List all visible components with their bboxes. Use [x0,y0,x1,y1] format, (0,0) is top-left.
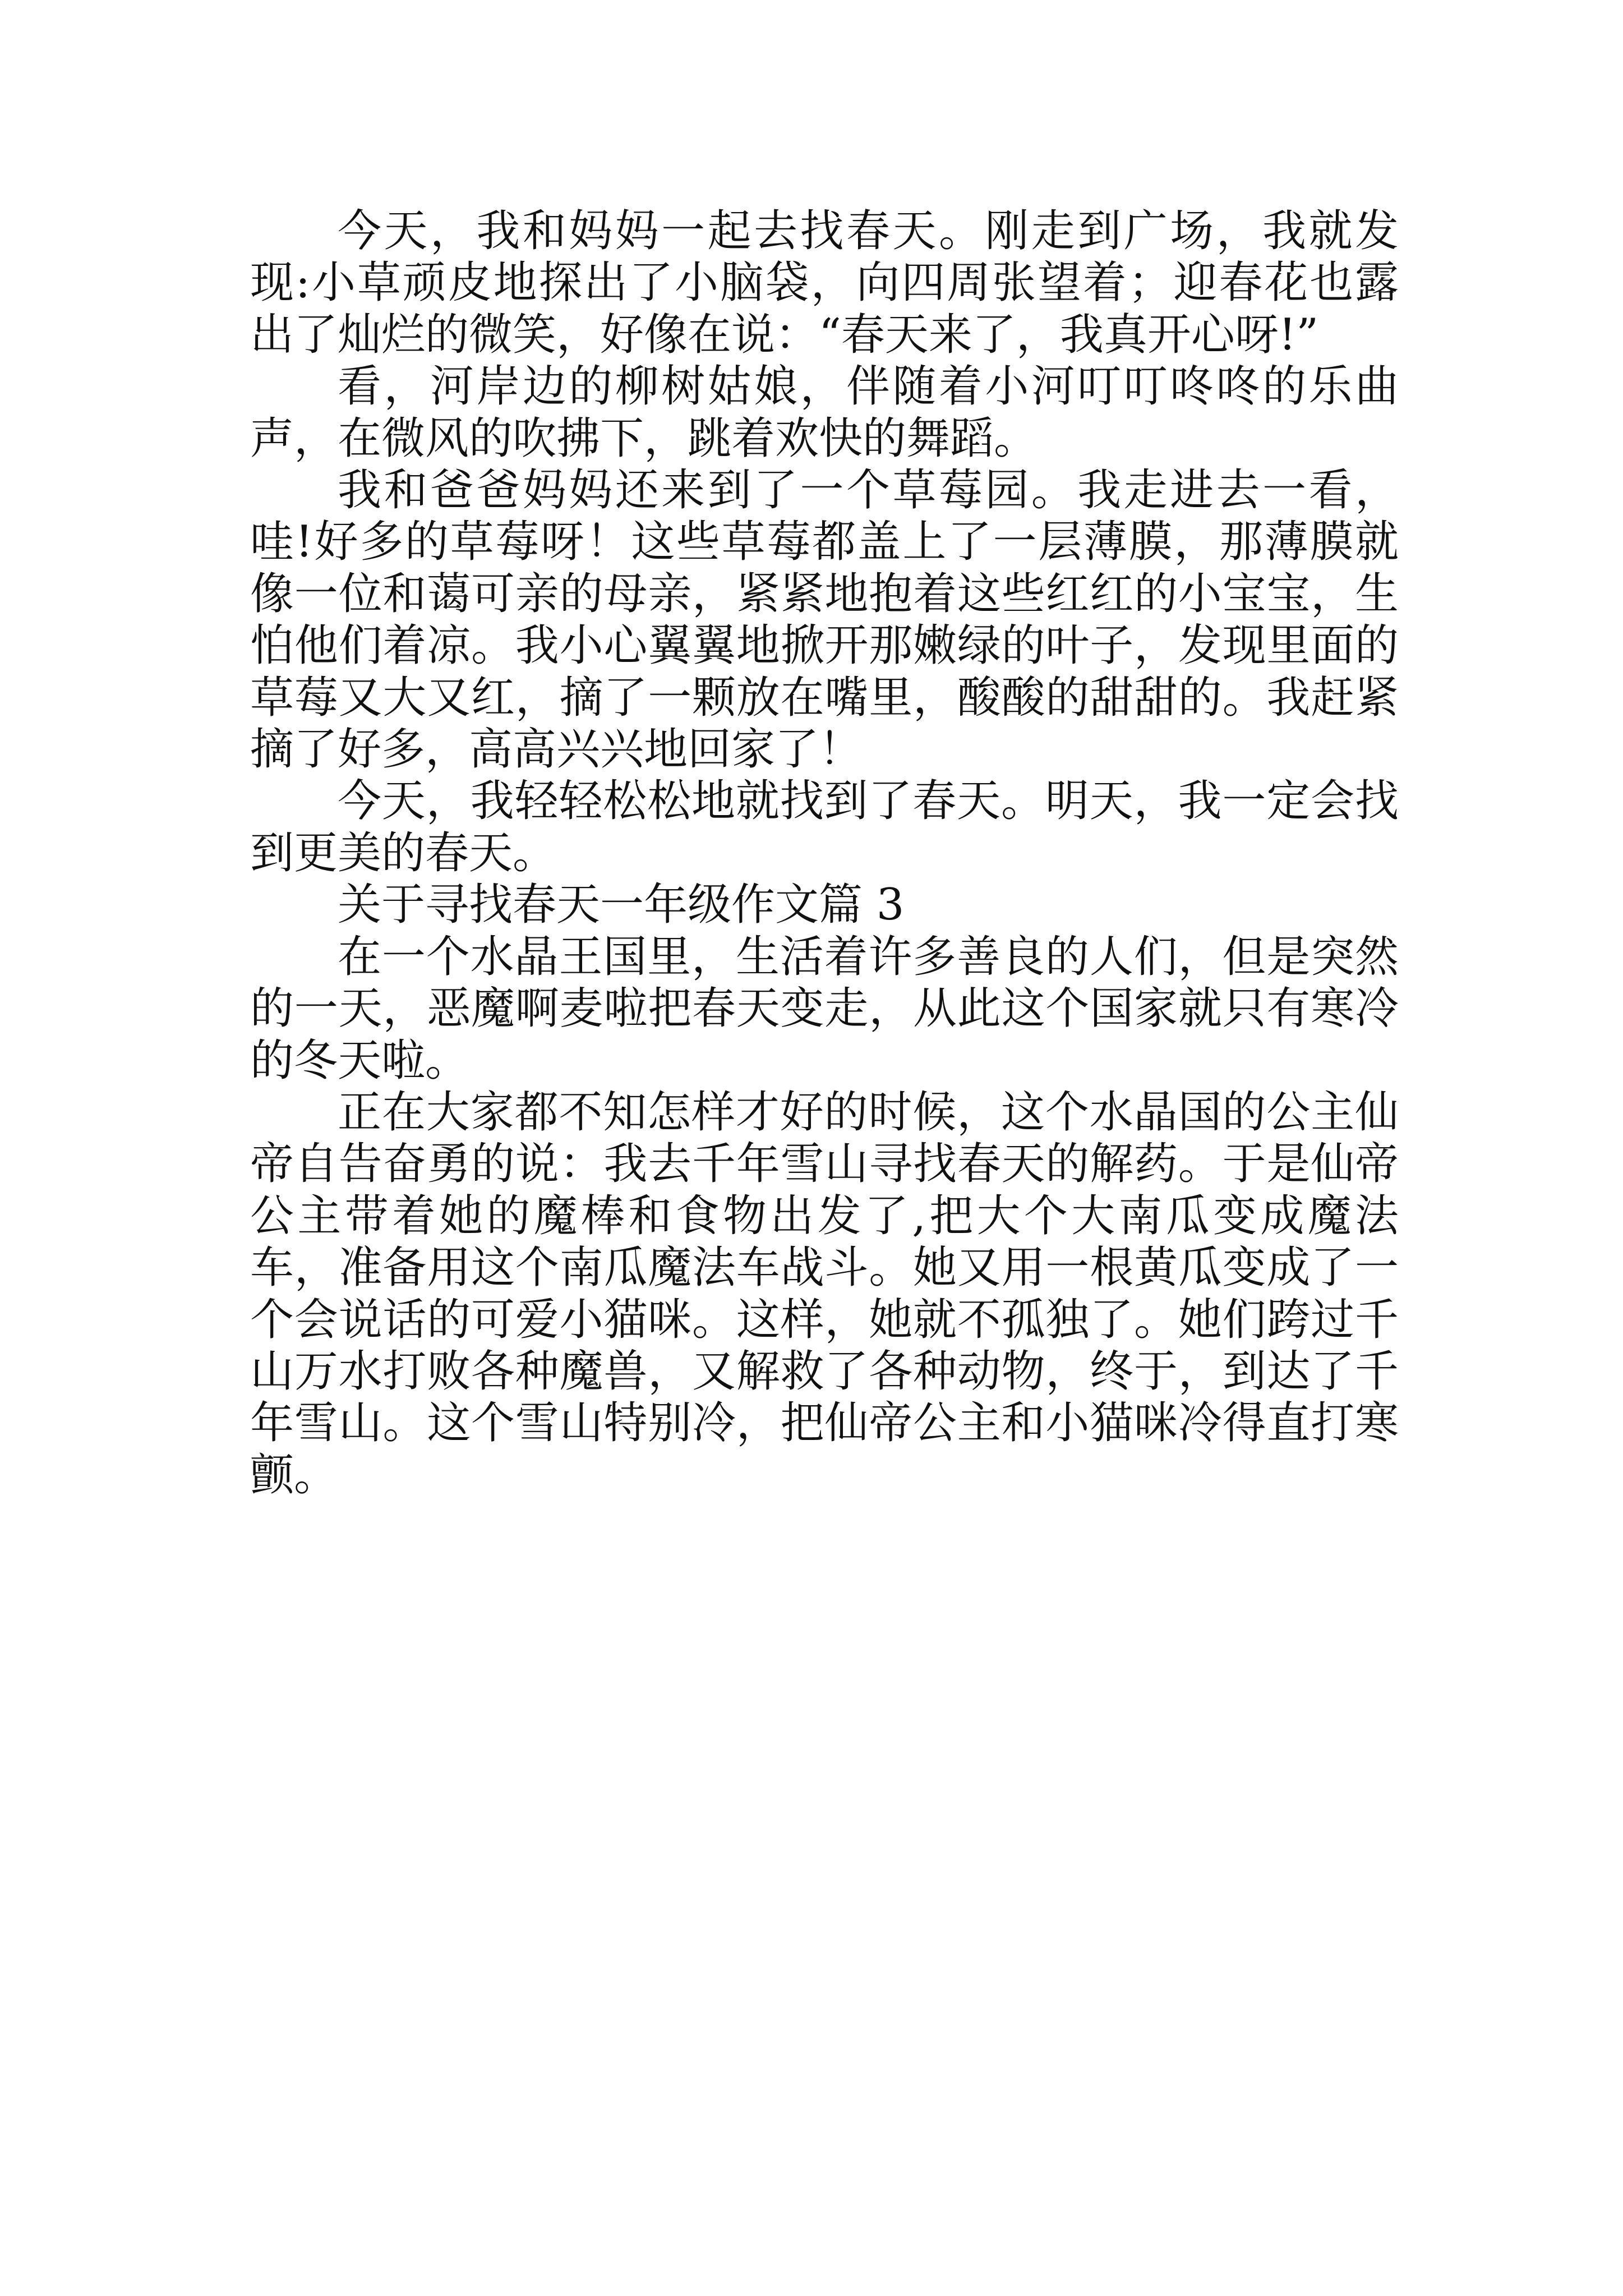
section-heading: 关于寻找春天一年级作文篇 3 [338,880,905,931]
paragraph-4: 今天，我轻轻松松地就找到了春天。明天，我一定会找到更美的春天。 [250,776,1399,878]
paragraph-2: 看，河岸边的柳树姑娘，伴随着小河叮叮咚咚的乐曲声，在微风的吹拂下，跳着欢快的舞蹈。 [250,361,1399,464]
paragraph-1: 今天，我和妈妈一起去找春天。刚走到广场，我就发现:小草顽皮地探出了小脑袋，向四周张望着；迎春花也露出了灿烂的微笑，好像在说：“春天来了，我真开心呀!” [250,206,1399,360]
paragraph-3: 我和爸爸妈妈还来到了一个草莓园。我走进去一看，哇!好多的草莓呀！这些草莓都盖上了一层薄膜，那薄膜就像一位和蔼可亲的母亲，紧紧地抱着这些红红的小宝宝，生怕他们着凉。我小心翼翼地掀开那嫩绿的叶子，发现里面的草莓又大又红，摘了一颗放在嘴里，酸酸的甜甜的。我赶紧摘了好多，高高兴兴地回家了！ [250,465,1399,775]
paragraph-5: 在一个水晶王国里，生活着许多善良的人们，但是突然的一天，恶魔啊麦啦把春天变走，从此这个国家就只有寒冷的冬天啦。 [250,931,1399,1086]
article-body [250,205,1399,1501]
paragraph-6: 正在大家都不知怎样才好的时候，这个水晶国的公主仙帝自告奋勇的说：我去千年雪山寻找春天的解药。于是仙帝公主带着她的魔棒和食物出发了,把大个大南瓜变成魔法车，准备用这个南瓜魔法车战斗。她又用一根黄瓜变成了一个会说话的可爱小猫咪。这样，她就不孤独了。她们跨过千山万水打败各种魔兽，又解救了各种动物，终于，到达了千年雪山。这个雪山特别冷，把仙帝公主和小猫咪冷得直打寒颤。 [250,1087,1399,1501]
